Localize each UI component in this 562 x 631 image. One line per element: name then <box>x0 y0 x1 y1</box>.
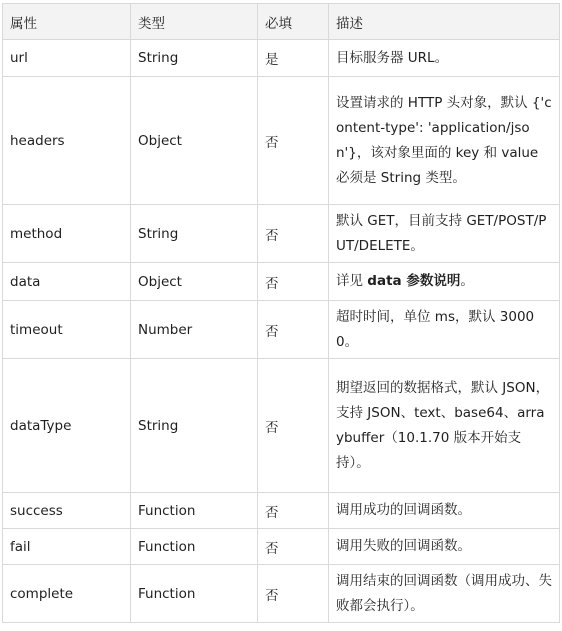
table-row <box>3 205 560 263</box>
param-type: Function <box>131 529 258 565</box>
table-row <box>3 565 560 623</box>
param-description: 默认 GET，目前支持 GET/POST/PUT/DELETE。 <box>329 205 560 263</box>
param-required: 否 <box>258 301 329 359</box>
table-row <box>3 359 560 493</box>
param-name: success <box>3 493 131 529</box>
param-type: Function <box>131 493 258 529</box>
param-type: String <box>131 40 258 77</box>
description-suffix: 。 <box>460 273 474 289</box>
table-row <box>3 263 560 301</box>
param-name: url <box>3 40 131 77</box>
param-required: 否 <box>258 529 329 565</box>
param-name: timeout <box>3 301 131 359</box>
param-description: 目标服务器 URL。 <box>329 40 560 77</box>
header-cell-description: 描述 <box>329 4 560 40</box>
param-description: 调用失败的回调函数。 <box>329 529 560 565</box>
table-row <box>3 40 560 77</box>
param-description <box>329 263 560 301</box>
description-prefix: 详见 <box>336 273 368 289</box>
header-cell-attribute: 属性 <box>3 4 131 40</box>
param-required: 否 <box>258 77 329 205</box>
param-name: fail <box>3 529 131 565</box>
table-row <box>3 529 560 565</box>
param-type: String <box>131 205 258 263</box>
param-name: data <box>3 263 131 301</box>
param-required: 否 <box>258 359 329 493</box>
param-required: 否 <box>258 205 329 263</box>
header-cell-required: 必填 <box>258 4 329 40</box>
param-required: 否 <box>258 493 329 529</box>
param-description: 超时时间，单位 ms，默认 30000。 <box>329 301 560 359</box>
param-type: Function <box>131 565 258 623</box>
param-name: complete <box>3 565 131 623</box>
table-row <box>3 493 560 529</box>
table-row <box>3 77 560 205</box>
table-header-row <box>3 4 560 40</box>
header-cell-type: 类型 <box>131 4 258 40</box>
param-name: dataType <box>3 359 131 493</box>
param-type: Number <box>131 301 258 359</box>
table-row <box>3 301 560 359</box>
param-description: 期望返回的数据格式，默认 JSON，支持 JSON、text、base64、arraybuffer（10.1.70 版本开始支持）。 <box>329 359 560 493</box>
param-type: Object <box>131 263 258 301</box>
param-type: Object <box>131 77 258 205</box>
param-required: 否 <box>258 565 329 623</box>
param-description: 设置请求的 HTTP 头对象，默认 {'content-type': 'application/json'}，该对象里面的 key 和 value 必须是 String 类型。 <box>329 77 560 205</box>
parameters-table <box>2 3 560 623</box>
param-name: headers <box>3 77 131 205</box>
data-params-reference: data 参数说明 <box>367 273 461 289</box>
param-required: 是 <box>258 40 329 77</box>
param-name: method <box>3 205 131 263</box>
param-description: 调用结束的回调函数（调用成功、失败都会执行）。 <box>329 565 560 623</box>
param-description: 调用成功的回调函数。 <box>329 493 560 529</box>
param-type: String <box>131 359 258 493</box>
param-required: 否 <box>258 263 329 301</box>
